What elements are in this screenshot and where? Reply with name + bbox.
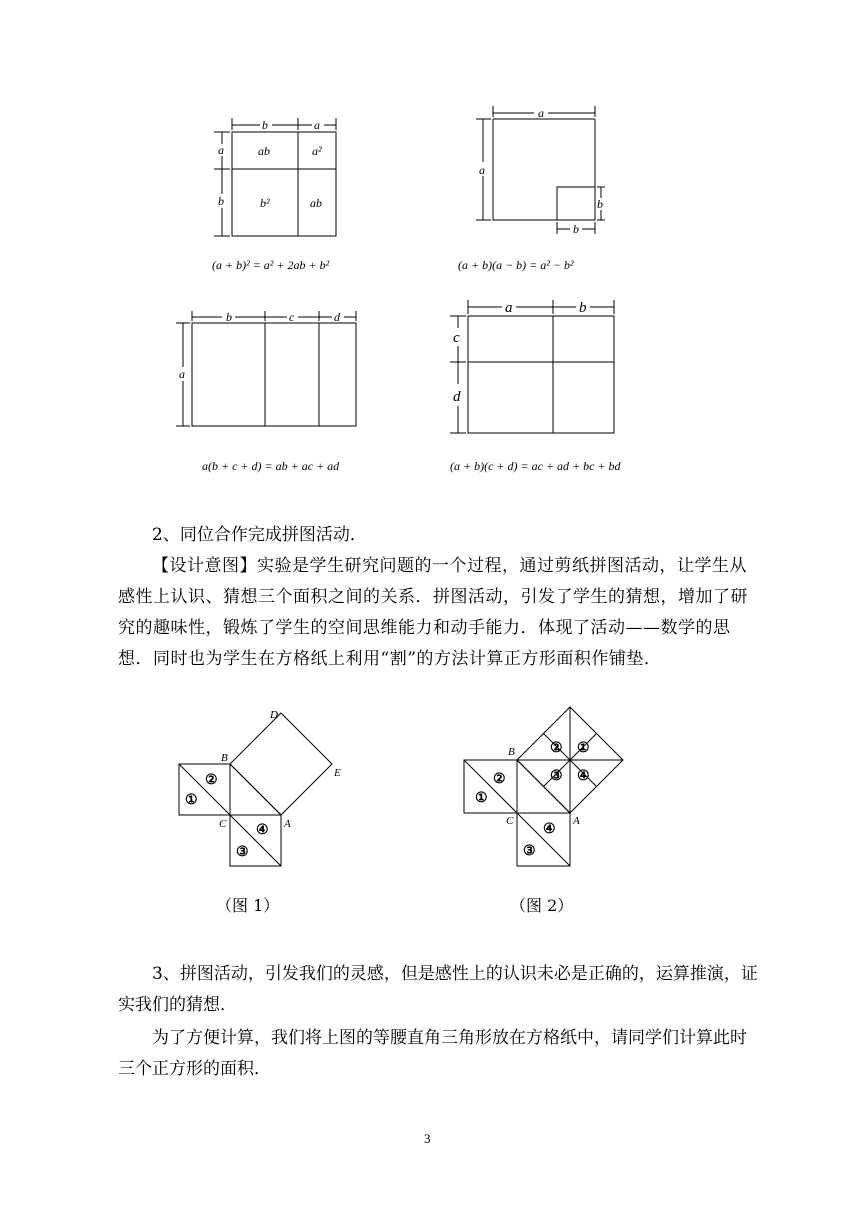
piece-4: ④ [256, 823, 269, 838]
dim-top-b: b [262, 118, 268, 132]
dim-top-d: d [334, 310, 340, 324]
vertex-c: C [219, 818, 227, 830]
formula-binomial-product: (a + b)(c + d) = ac + ad + bc + bd [450, 459, 621, 473]
cell-a2: a² [312, 144, 322, 158]
dim-left-a: a [218, 143, 224, 157]
dim-left-b: b [218, 194, 224, 208]
piece-3: ③ [523, 844, 536, 859]
dim-left-a: a [479, 163, 485, 177]
puzzle-caption-2: （图 2） [510, 896, 574, 915]
piece-3-top: ③ [550, 769, 563, 784]
figure-difference-of-squares [470, 102, 620, 247]
dim-left-a: a [179, 367, 185, 381]
dim-top-a: a [538, 106, 544, 120]
figure-binomial-product [440, 292, 620, 442]
dim-top-b: b [579, 300, 587, 316]
section3-paragraph-1: 3、拼图活动，引发我们的灵感，但是感性上的认识未必是正确的，运算推演，证实我们的猜想． [118, 964, 758, 1015]
puzzle-caption-1: （图 1） [216, 896, 280, 915]
piece-1: ① [475, 791, 488, 806]
cell-ab-2: ab [310, 196, 322, 210]
dim-small-right-b: b [597, 197, 603, 211]
section2-heading: 2、同位合作完成拼图活动． [152, 525, 367, 545]
dim-left-c: c [453, 330, 460, 346]
vertex-d: D [270, 709, 278, 721]
dim-left-d: d [453, 389, 461, 405]
formula-distributive: a(b + c + d) = ab + ac + ad [202, 459, 340, 473]
piece-1-top: ① [577, 741, 590, 756]
vertex-e: E [334, 767, 341, 779]
cell-ab: ab [258, 144, 270, 158]
piece-1: ① [185, 793, 198, 808]
puzzle-figure-1 [170, 704, 360, 874]
section3-paragraph-2: 为了方便计算，我们将上图的等腰直角三角形放在方格纸中，请同学们计算此时三个正方形的面积． [118, 1028, 747, 1079]
formula-difference-of-squares: (a + b)(a − b) = a² − b² [458, 258, 574, 272]
vertex-b: B [508, 746, 515, 758]
piece-4-top: ④ [577, 769, 590, 784]
piece-2: ② [493, 772, 506, 787]
page-number: 3 [424, 1131, 431, 1146]
vertex-a: A [573, 815, 580, 827]
figure-square-of-sum [200, 112, 360, 272]
dim-top-c: c [289, 310, 295, 324]
formula-square-of-sum: (a + b)² = a² + 2ab + b² [212, 258, 330, 272]
puzzle-figure-2 [455, 704, 645, 874]
cell-b2: b² [260, 196, 270, 210]
piece-4: ④ [543, 822, 556, 837]
dim-top-a: a [505, 300, 513, 316]
figure-distributive [170, 305, 365, 435]
dim-small-bottom-b: b [573, 222, 579, 236]
piece-2: ② [205, 773, 218, 788]
vertex-a: A [284, 818, 291, 830]
piece-2-top: ② [550, 741, 563, 756]
dim-top-a: a [314, 118, 320, 132]
vertex-c: C [506, 815, 514, 827]
piece-3: ③ [236, 845, 249, 860]
dim-top-b: b [226, 310, 232, 324]
vertex-b: B [221, 752, 228, 764]
section2-intent-paragraph: 【设计意图】实验是学生研究问题的一个过程，通过剪纸拼图活动，让学生从感性上认识、猜想三个面积之间的关系．拼图活动，引发了学生的猜想，增加了研究的趣味性，锻炼了学生的空间思维能力和动手能力．体现了活动——数学的思想．同时也为学生在方格纸上利用“割”的方法计算正方形面积作铺垫． [118, 556, 748, 669]
